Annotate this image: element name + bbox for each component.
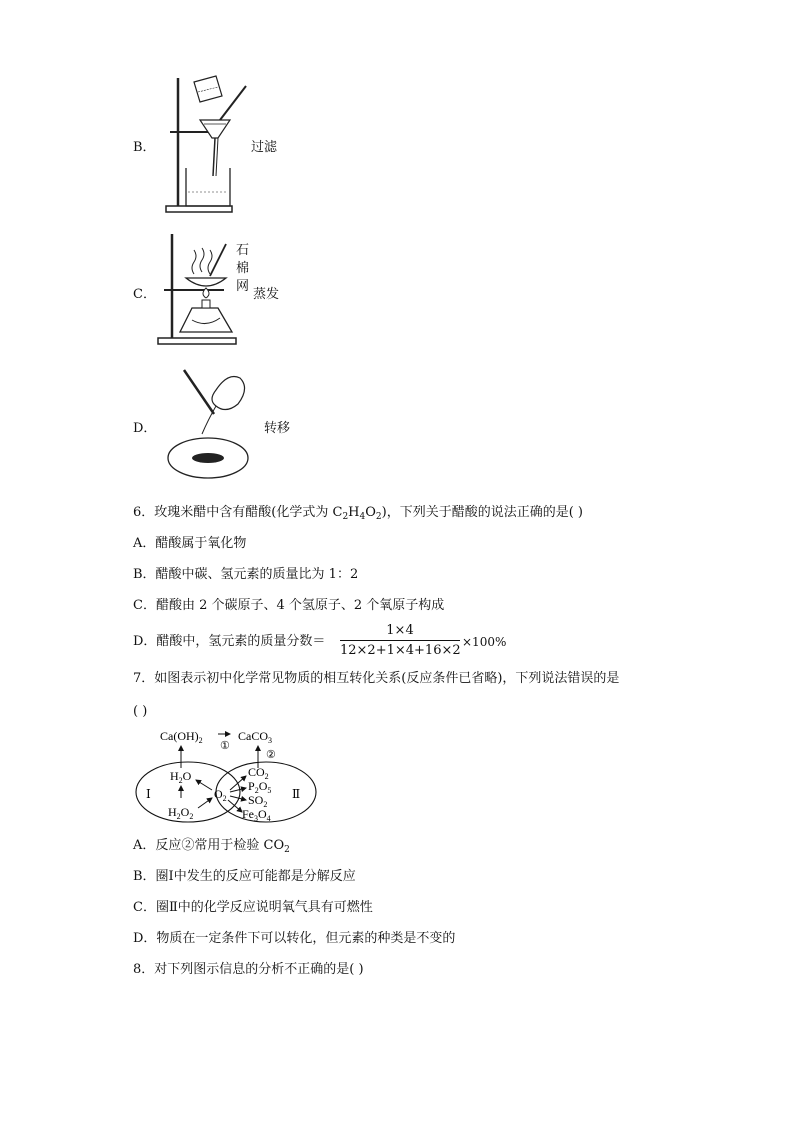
caco3-label: CaCO$_3$ — [238, 729, 272, 745]
question-7-stem-line-1: 7．如图表示初中化学常见物质的相互转化关系(反应条件已省略)，下列说法错误的是 — [133, 671, 620, 686]
question-8-stem: 8．对下列图示信息的分析不正确的是( ) — [133, 962, 364, 977]
question-6-option-a: A．醋酸属于氧化物 — [133, 536, 247, 551]
option-b-caption: 过滤 — [251, 140, 278, 155]
reaction-mark-1: ① — [220, 740, 230, 752]
question-6-option-c: C．醋酸由 2 个碳原子、4 个氢原子、2 个氧原子构成 — [133, 598, 445, 613]
question-6-stem: 6．玫瑰米醋中含有醋酸(化学式为 $C_2H_4O_2$)，下列关于醋酸的说法正确的是( ) — [133, 505, 584, 522]
percent-suffix: ×100% — [462, 635, 507, 649]
co2-label: $CO_2$ — [248, 765, 269, 781]
h2o2-label: $H_2O_2$ — [168, 805, 194, 821]
fraction-denominator: 12×2+1×4+16×2 — [340, 643, 461, 658]
fraction-numerator: 1×4 — [340, 623, 460, 641]
reaction-mark-2: ② — [266, 749, 276, 761]
question-6-option-d: D．醋酸中，氢元素的质量分数＝ — [133, 634, 326, 649]
h2o-label: $H_2O$ — [170, 769, 192, 785]
conversion-diagram — [130, 724, 320, 828]
option-b-letter: B． — [133, 140, 156, 155]
p2o5-label: $P_2O_5$ — [248, 779, 272, 795]
o2-label: $O_2$ — [214, 787, 227, 803]
question-6-option-b: B．醋酸中碳、氢元素的质量比为 1：2 — [133, 567, 359, 582]
arrow-o2-to-co2 — [230, 776, 246, 790]
arrow-o2-to-h2o — [196, 780, 212, 790]
arrow-h2o2-to-o2 — [198, 798, 212, 808]
evaporation-apparatus-figure — [156, 228, 240, 348]
arrow-o2-to-p2o5 — [230, 788, 246, 792]
question-7-stem-line-2: ( ) — [133, 704, 148, 719]
transfer-figure — [164, 366, 254, 484]
question-7-option-c: C．圈Ⅱ中的化学反应说明氧气具有可燃性 — [133, 900, 373, 915]
question-7-option-d: D．物质在一定条件下可以转化，但元素的种类是不变的 — [133, 931, 456, 946]
so2-label: $SO_2$ — [248, 793, 268, 809]
question-7-option-b: B．圈Ⅰ中发生的反应可能都是分解反应 — [133, 869, 356, 884]
option-c-letter: C． — [133, 287, 156, 302]
circle-two-label: Ⅱ — [292, 787, 301, 801]
option-d-letter: D． — [133, 421, 157, 436]
question-7-option-a: A．反应②常用于检验 $CO_2$ — [133, 838, 290, 855]
fe3o4-label: $Fe_3O_4$ — [242, 807, 271, 823]
asbestos-gauze-label: 石 棉 网 — [236, 243, 250, 294]
circle-one-label: Ⅰ — [146, 787, 151, 801]
caoh2-label: $Ca(OH)_2$ — [160, 729, 203, 745]
mass-fraction-formula — [340, 623, 460, 658]
option-d-caption: 转移 — [264, 421, 291, 436]
option-c-caption: 蒸发 — [253, 287, 280, 302]
filtration-apparatus-figure — [160, 72, 250, 217]
